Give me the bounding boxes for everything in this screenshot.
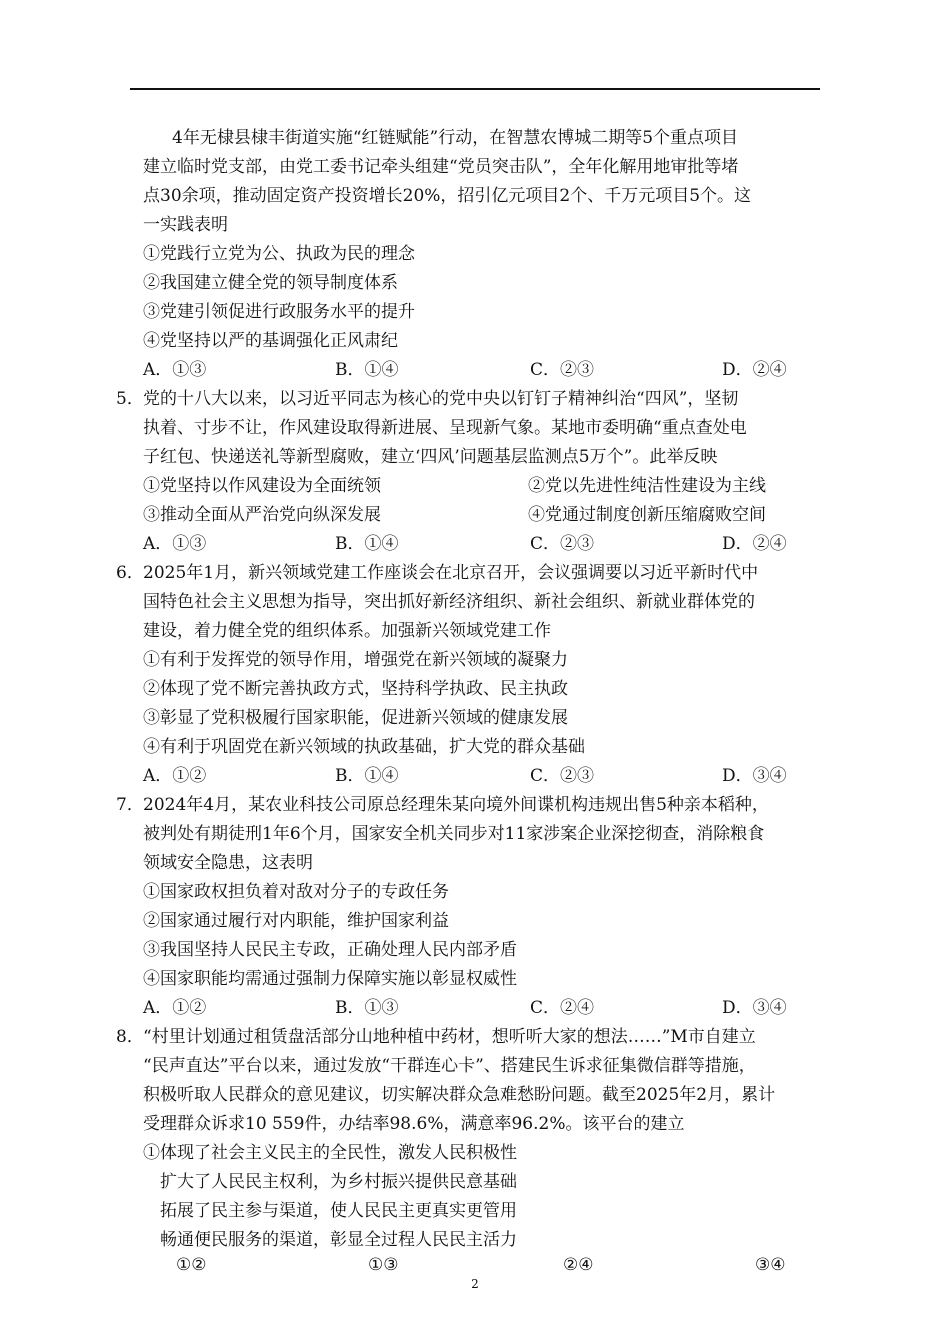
q7-option-b: B．①③ [335, 998, 399, 1018]
q6-number: 6． [116, 563, 144, 583]
q4-stem-line: 建立临时党支部，由党工委书记牵头组建“党员突击队”，全年化解用地审批等堵 [143, 157, 739, 177]
q8-stem-line: 受理群众诉求10 559件，办结率98.6%，满意率96.2%。该平台的建立 [143, 1114, 685, 1134]
q8-stem-line: “村里计划通过租赁盘活部分山地种植中药材，想听听大家的想法……”M市自建立 [143, 1027, 756, 1047]
q4-option-d: D．②④ [722, 360, 787, 380]
q5-option-b: B．①④ [335, 534, 399, 554]
q7-option-c: C．②④ [530, 998, 595, 1018]
q5-item: ④党通过制度创新压缩腐败空间 [528, 505, 766, 525]
q5-option-a: A．①③ [143, 534, 207, 554]
q6-stem-line: 2025年1月，新兴领域党建工作座谈会在北京召开，会议强调要以习近平新时代中 [143, 563, 759, 583]
q7-option-d: D．③④ [722, 998, 787, 1018]
q6-option-c: C．②③ [530, 766, 595, 786]
q6-item: ②体现了党不断完善执政方式，坚持科学执政、民主执政 [143, 679, 568, 699]
q7-stem-line: 被判处有期徒刑1年6个月，国家安全机关同步对11家涉案企业深挖彻查，消除粮食 [143, 824, 765, 844]
q8-item: ①体现了社会主义民主的全民性，激发人民积极性 [143, 1143, 517, 1163]
q8-item: 拓展了民主参与渠道，使人民民主更真实更管用 [160, 1201, 517, 1221]
q4-stem-line: 4年无棣县棣丰街道实施“红链赋能”行动，在智慧农博城二期等5个重点项目 [172, 128, 739, 148]
q8-item: 畅通便民服务的渠道，彰显全过程人民民主活力 [160, 1230, 517, 1250]
q6-stem-line: 建设，着力健全党的组织体系。加强新兴领域党建工作 [143, 621, 551, 641]
q7-number: 7． [116, 795, 144, 815]
q8-option-d: ③④ [755, 1255, 786, 1275]
q7-item: ①国家政权担负着对敌对分子的专政任务 [143, 882, 449, 902]
page-number: 2 [471, 1277, 479, 1291]
q8-stem-line: 积极听取人民群众的意见建议，切实解决群众急难愁盼问题。截至2025年2月，累计 [143, 1085, 776, 1105]
q8-item: 扩大了人民民主权利，为乡村振兴提供民意基础 [160, 1172, 517, 1192]
q6-option-a: A．①② [143, 766, 207, 786]
q7-stem-line: 2024年4月，某农业科技公司原总经理朱某向境外间谍机构违规出售5种亲本稻种， [143, 795, 769, 815]
q6-option-b: B．①④ [335, 766, 399, 786]
q4-item: ①党践行立党为公、执政为民的理念 [143, 244, 415, 264]
q4-stem-line: 一实践表明 [143, 215, 228, 235]
q4-item: ④党坚持以严的基调强化正风肃纪 [143, 331, 398, 351]
q5-item: ①党坚持以作风建设为全面统领 [143, 476, 381, 496]
q4-item: ②我国建立健全党的领导制度体系 [143, 273, 398, 293]
q5-item: ②党以先进性纯洁性建设为主线 [528, 476, 766, 496]
q7-item: ②国家通过履行对内职能，维护国家利益 [143, 911, 449, 931]
q8-stem-line: “民声直达”平台以来，通过发放“干群连心卡”、搭建民生诉求征集微信群等措施， [143, 1056, 756, 1076]
q5-stem-line: 执着、寸步不让，作风建设取得新进展、呈现新气象。某地市委明确“重点查处电 [143, 418, 747, 438]
q5-item: ③推动全面从严治党向纵深发展 [143, 505, 381, 525]
q8-option-c: ②④ [563, 1255, 594, 1275]
q4-option-c: C．②③ [530, 360, 595, 380]
q7-item: ③我国坚持人民民主专政，正确处理人民内部矛盾 [143, 940, 517, 960]
q5-stem-line: 子红包、快递送礼等新型腐败，建立‘四风’问题基层监测点5万个”。此举反映 [143, 447, 718, 467]
q6-item: ④有利于巩固党在新兴领域的执政基础，扩大党的群众基础 [143, 737, 585, 757]
q7-option-a: A．①② [143, 998, 207, 1018]
q4-option-a: A．①③ [143, 360, 207, 380]
header-rule [130, 88, 820, 90]
q5-option-d: D．②④ [722, 534, 787, 554]
q6-item: ③彰显了党积极履行国家职能，促进新兴领域的健康发展 [143, 708, 568, 728]
q8-number: 8． [116, 1027, 144, 1047]
q7-stem-line: 领域安全隐患，这表明 [143, 853, 313, 873]
q4-item: ③党建引领促进行政服务水平的提升 [143, 302, 415, 322]
q6-stem-line: 国特色社会主义思想为指导，突出抓好新经济组织、新社会组织、新就业群体党的 [143, 592, 755, 612]
q6-option-d: D．③④ [722, 766, 787, 786]
q5-option-c: C．②③ [530, 534, 595, 554]
q5-number: 5． [116, 389, 144, 409]
q6-item: ①有利于发挥党的领导作用，增强党在新兴领域的凝聚力 [143, 650, 568, 670]
q4-stem-line: 点30余项，推动固定资产投资增长20%，招引亿元项目2个、千万元项目5个。这 [143, 186, 752, 206]
q8-option-a: ①② [176, 1255, 207, 1275]
q7-item: ④国家职能均需通过强制力保障实施以彰显权威性 [143, 969, 517, 989]
q8-option-b: ①③ [368, 1255, 399, 1275]
q4-option-b: B．①④ [335, 360, 399, 380]
q5-stem-line: 党的十八大以来，以习近平同志为核心的党中央以钉钉子精神纠治“四风”，坚韧 [143, 389, 739, 409]
